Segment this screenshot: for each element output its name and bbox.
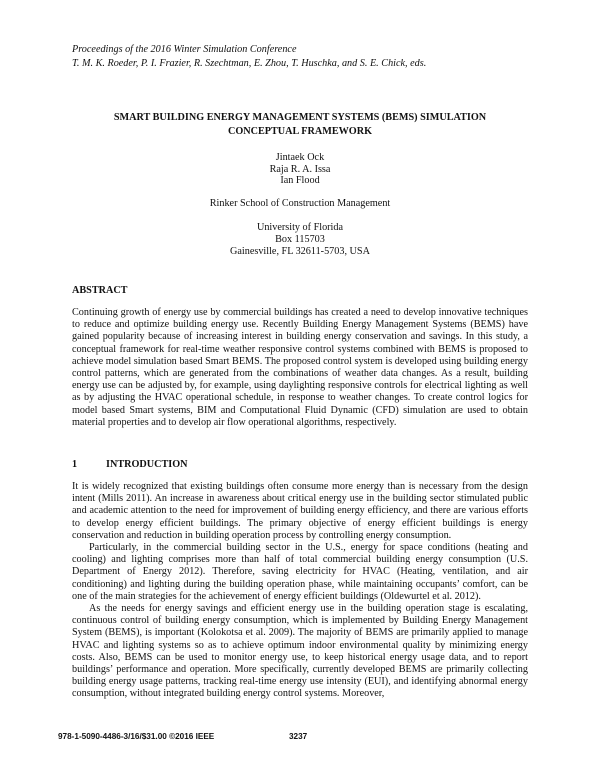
abstract-text: Continuing growth of energy use by commercial buildings has created a need to develop innovative techniques to reduce and optimize building energy use. Recently Building Energy Management Systems (BEMS) have gained popularity because of increasing interest in building energy conservation and savings. In this study, a conceptual framework for real-time weather responsive control systems combined with BEMS is proposed to achieve model simulation based Smart BEMS. The proposed control system is developed using building energy control patterns, which are generated from the combinations of weather data changes. As a result, building energy use can be adjusted by, for example, using daylighting responsive controls for electrical lighting as well as by adjusting the HVAC operational schedule, in response to weather changes. To create control logics for model based Smart systems, BIM and Computational Fluid Dynamic (CFD) simulation are used to obtain material properties and to develop air flow operational algorithms, respectively. [72,307,528,428]
introduction-heading [72,459,188,470]
title-line-1: SMART BUILDING ENERGY MANAGEMENT SYSTEMS (BEMS) SIMULATION [113,112,487,123]
school-name: Rinker School of Construction Management [209,198,391,209]
proceedings-line: Proceedings of the 2016 Winter Simulation Conference [72,44,297,55]
po-box: Box 115703 [275,234,325,245]
author-name: Jintaek Ock [275,152,325,163]
affiliation-address [72,222,528,258]
city-line: Gainesville, FL 32611-5703, USA [230,246,370,257]
section-number: 1 [72,459,78,470]
intro-paragraph-2: Particularly, in the commercial building sector in the U.S., energy for space conditions (heating and cooling) and lighting comprises more than half of total commercial building energy consumption (U.S. Department of Energy 2012). Therefore, saving electricity for HVAC (Heating, ventilation, and air conditioning) and lighting during the building operation phase, while maintaining occupants’ comfort, can be one of the main strategies for the achievement of energy efficient buildings (Oldewurtel et al. 2012). [72,542,528,602]
title-line-2: CONCEPTUAL FRAMEWORK [227,126,373,137]
intro-paragraph-1: It is widely recognized that existing buildings often consume more energy than is necessary from the design intent (Mills 2011). An increase in awareness about critical energy use in the building sector stimulated public and academic attention to the need for improvement of building energy efficiency, and there are various efforts to develop energy efficient buildings. The primary objective of energy efficient buildings is energy conservation and reduction in building operation process by controlling energy consumption. [72,481,528,541]
abstract-heading: ABSTRACT [72,285,128,296]
university-name: University of Florida [256,222,344,233]
conference-header [72,43,542,70]
author-name: Raja R. A. Issa [269,163,331,175]
introduction-body [72,481,528,701]
intro-paragraph-3: As the needs for energy savings and efficient energy use in the building operation stage is escalating, continuous control of building energy consumption, which is implemented by Building Energy Management System (BEMS), is important (Kolokotsa et al. 2009). The majority of BEMS are primarily applied to manage HVAC and lighting systems so as to achieve optimum indoor environmental quality by minimizing energy costs. Also, BEMS can be used to monitor energy use, to keep historical energy usage data, and to report buildings’ performance and operation. More specifically, currently developed BEMS are primarily collecting building energy usage patterns, tracking real-time energy use intensity (EUI), and identifying abnormal energy consumption, without integrated building energy control systems. Moreover, [72,603,528,700]
page-number: 3237 [289,732,308,741]
footer-isbn: 978-1-5090-4486-3/16/$31.00 ©2016 IEEE [58,732,215,741]
affiliation-school [72,198,528,210]
author-list [72,152,528,187]
editors-line: T. M. K. Roeder, P. I. Frazier, R. Szechtman, E. Zhou, T. Huschka, and S. E. Chick, eds. [72,57,427,69]
author-name: Ian Flood [280,175,320,186]
section-title: INTRODUCTION [106,459,188,470]
paper-title [72,111,528,139]
